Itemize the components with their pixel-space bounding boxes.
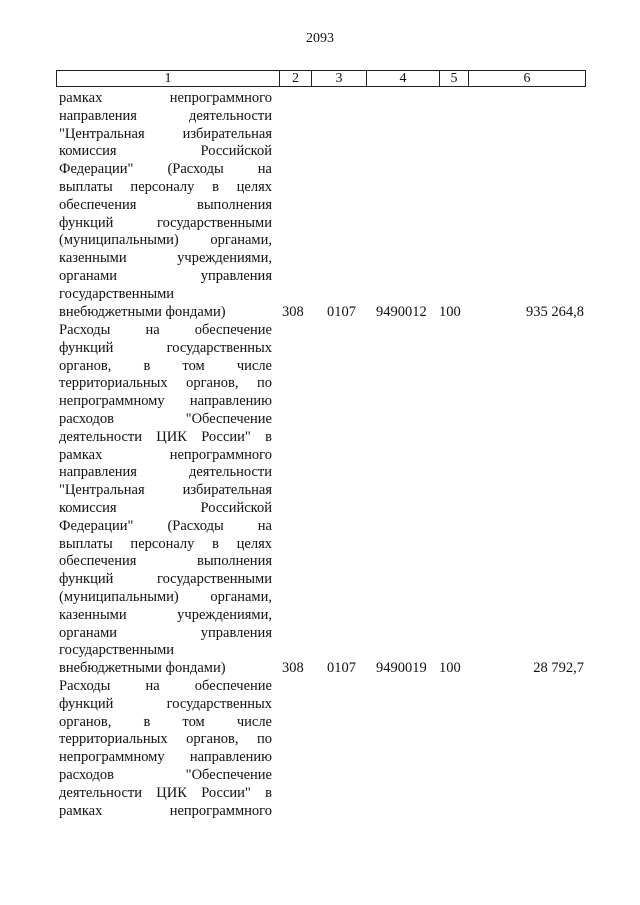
description-line: деятельности ЦИК России" в [59,784,272,801]
description-line: казенными учреждениями, [59,250,272,267]
description-line: территориальных органов, по [59,731,272,748]
cell-target-code: 9490019 [376,660,427,677]
description-line: Федерации" (Расходы на [59,517,272,534]
description-line: рамках непрограммного [59,90,272,106]
row-description [59,322,272,678]
description-line: Расходы на обеспечение [59,322,272,338]
header-col-6: 6 [523,71,531,86]
cell-ministry-code: 308 [282,303,304,320]
header-col-5: 5 [450,71,458,86]
description-line: деятельности ЦИК России" в [59,428,272,445]
description-line: функций государственными [59,571,272,588]
description-line: комиссия Российской [59,143,272,160]
description-line: рамках непрограммного [59,802,272,819]
description-line: функций государственных [59,339,272,356]
cell-amount: 935 264,8 [526,303,584,320]
page-number: 2093 [306,31,334,46]
description-line: функций государственными [59,214,272,231]
header-col-4: 4 [399,71,407,86]
header-col-3: 3 [335,71,343,86]
row-description [59,678,272,820]
description-line: функций государственных [59,695,272,712]
description-line: расходов "Обеспечение [59,410,272,427]
description-line: Федерации" (Расходы на [59,161,272,178]
description-line: казенными учреждениями, [59,606,272,623]
description-line: органами управления [59,624,272,641]
table-header-row [56,70,586,87]
description-line: Расходы на обеспечение [59,678,272,694]
description-line: выплаты персоналу в целях [59,535,272,552]
description-line: территориальных органов, по [59,375,272,392]
description-line: "Центральная избирательная [59,125,272,142]
description-line: обеспечения выполнения [59,196,272,213]
cell-section-code: 0107 [327,303,356,320]
description-line: направления деятельности [59,464,272,481]
description-line: непрограммному направлению [59,749,272,766]
cell-expense-type: 100 [439,303,461,320]
header-col-2: 2 [292,71,299,86]
description-line: непрограммному направлению [59,393,272,410]
cell-section-code: 0107 [327,660,356,677]
description-line: (муниципальными) органами, [59,588,272,605]
description-line: расходов "Обеспечение [59,766,272,783]
description-line: органами управления [59,267,272,284]
description-line: направления деятельности [59,107,272,124]
description-line: органов, в том числе [59,357,272,374]
description-line: обеспечения выполнения [59,553,272,570]
description-line: "Центральная избирательная [59,482,272,499]
description-line: комиссия Российской [59,499,272,516]
cell-amount: 28 792,7 [533,660,584,677]
description-line: выплаты персоналу в целях [59,178,272,195]
description-line: государственными [59,285,175,302]
description-line: рамках непрограммного [59,446,272,463]
cell-expense-type: 100 [439,660,461,677]
description-line: государственными [59,642,175,659]
description-line: органов, в том числе [59,713,272,730]
description-line: внебюджетными фондами) [59,303,226,320]
cell-target-code: 9490012 [376,303,427,320]
description-line: внебюджетными фондами) [59,660,226,677]
header-col-1: 1 [164,71,172,86]
description-line: (муниципальными) органами, [59,232,272,249]
row-description [59,90,272,321]
cell-ministry-code: 308 [282,660,304,677]
